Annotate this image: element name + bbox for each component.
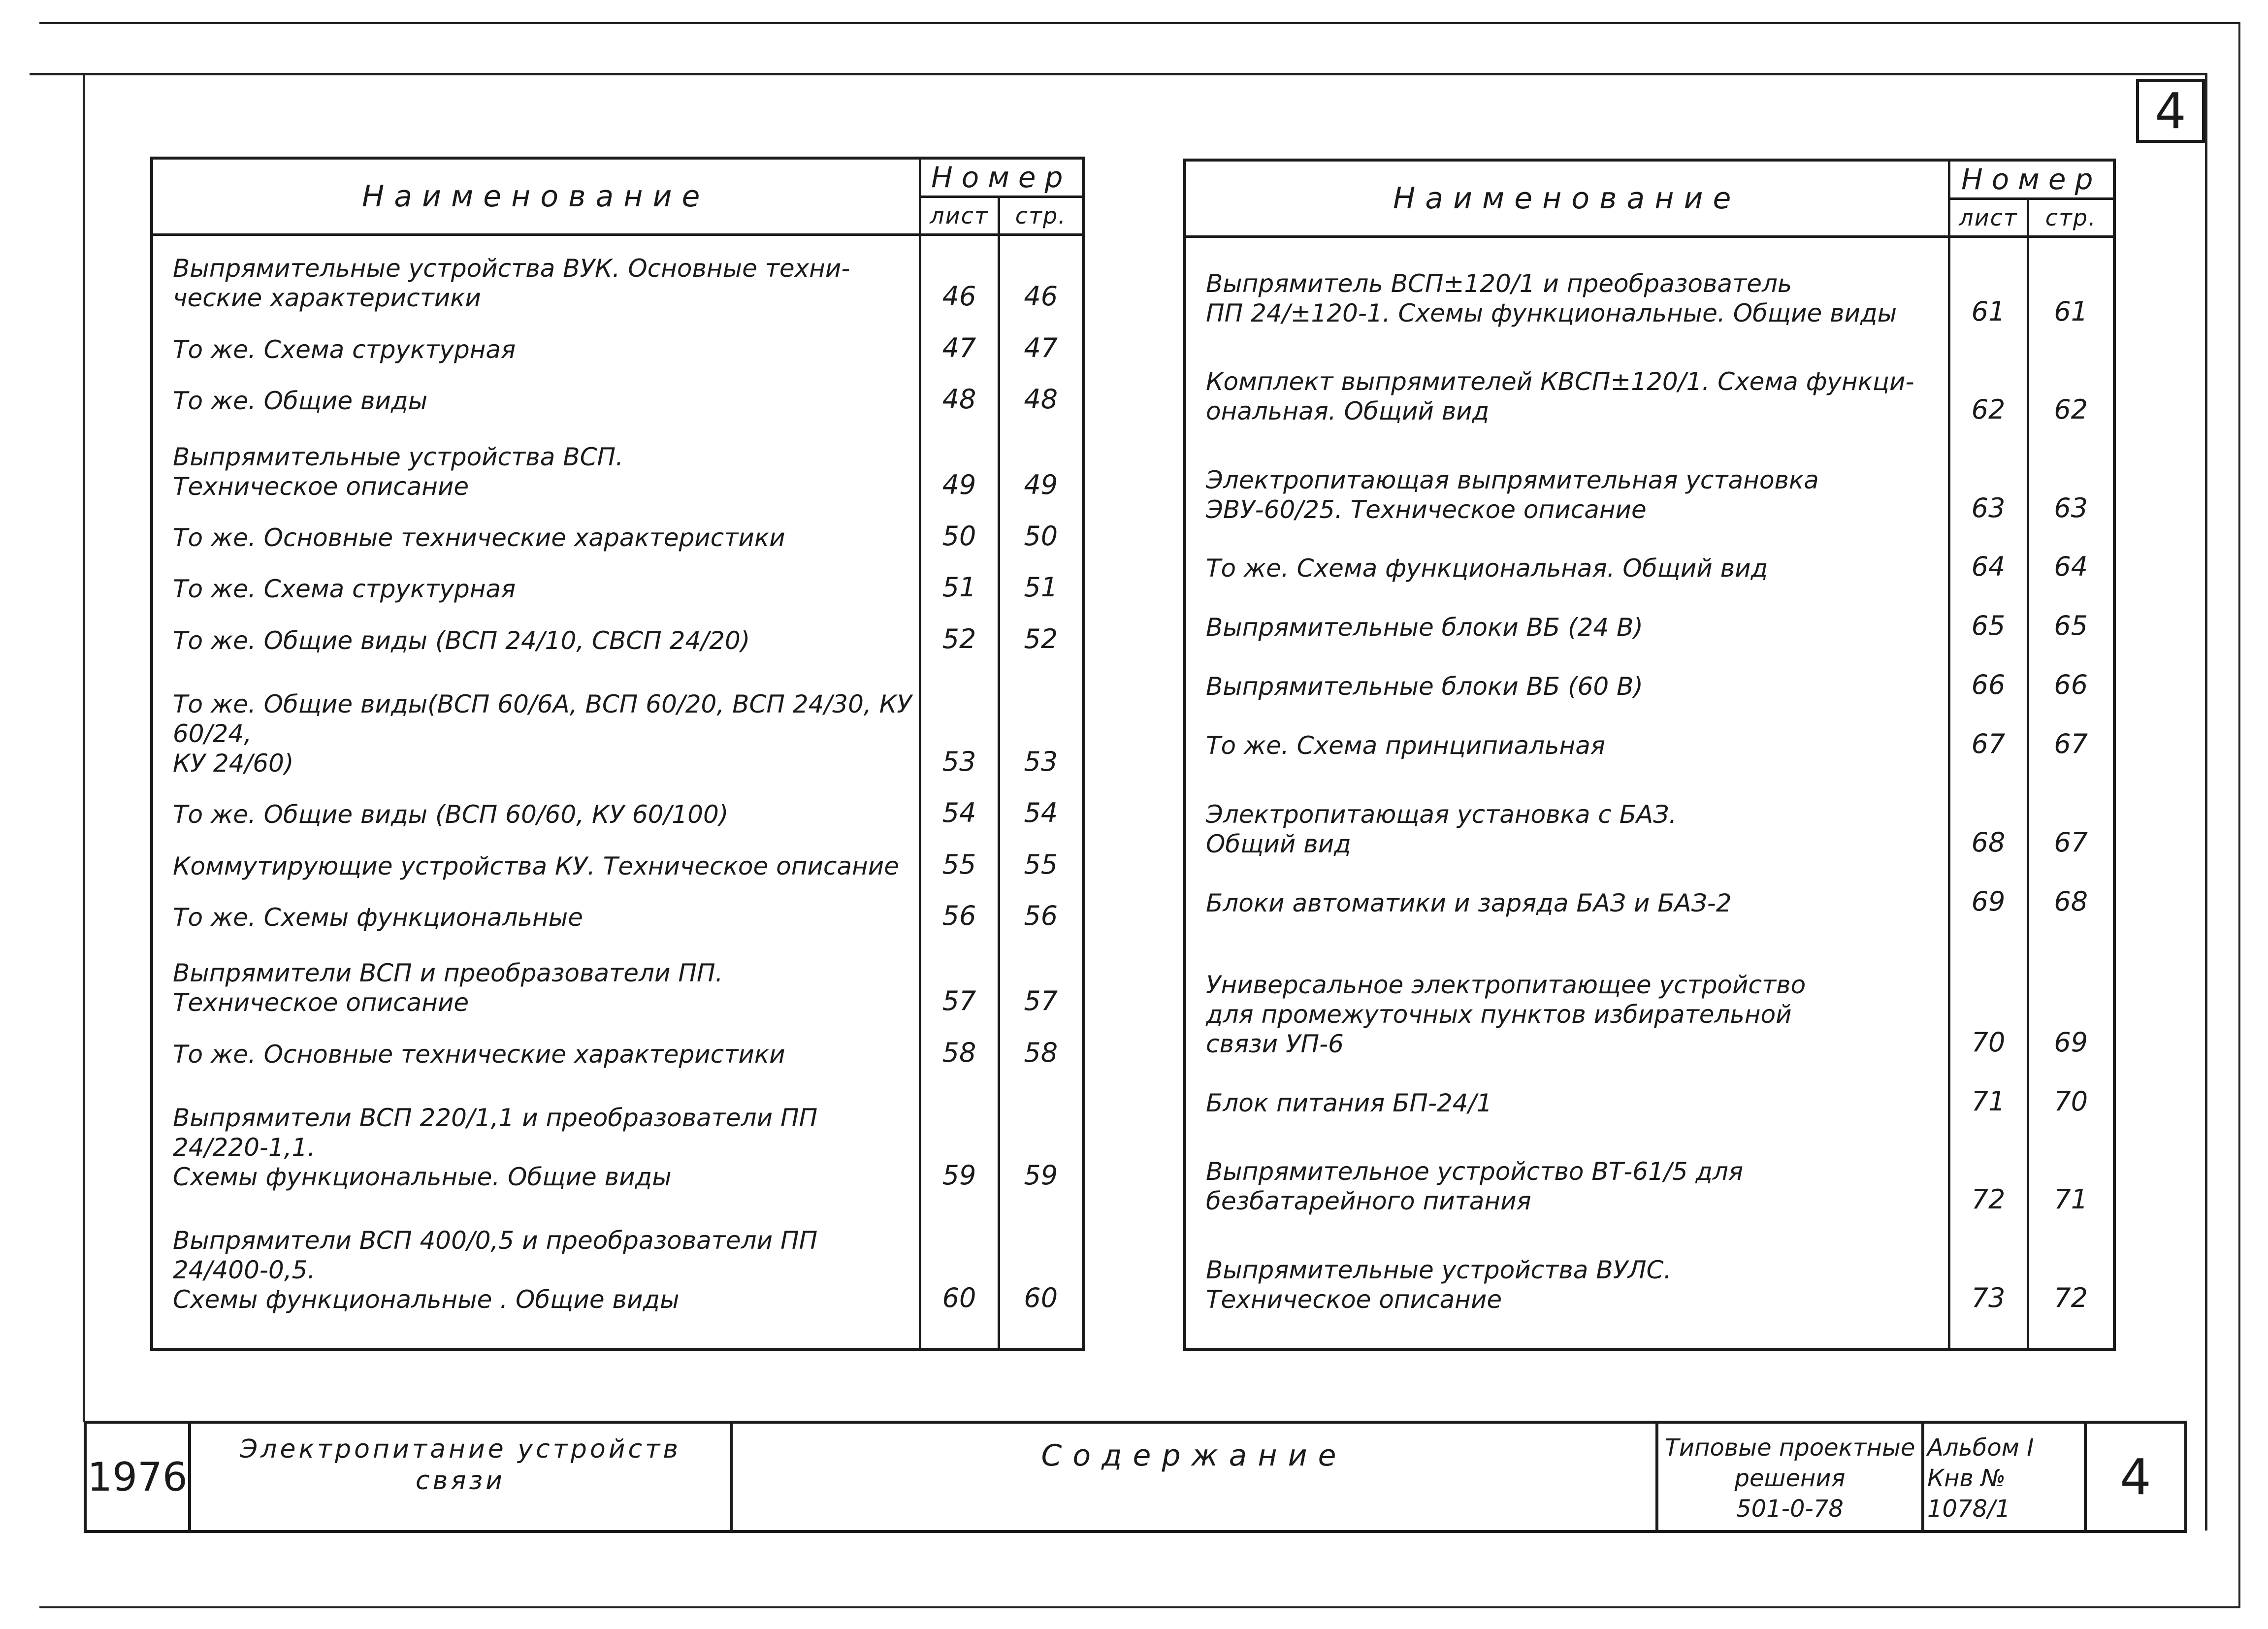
entry-sheet-number: 56 [920,890,999,941]
column-header-sheet: лист [1949,198,2028,237]
toc-table-right [1183,159,2116,1351]
entry-page-number: 65 [2028,592,2114,651]
table-row [152,787,1083,838]
year: 1976 [87,1454,188,1500]
table-row [152,941,1083,1027]
table-row [1185,710,2114,769]
entry-name: Выпрямительные блоки ВБ (60 В) [1185,651,1949,710]
series-designation: Типовые проектные решения 501-0-78 [1658,1424,1924,1530]
entry-name: Выпрямители ВСП и преобразователи ПП. Техническое описание [152,941,920,1027]
entry-page-number: 59 [999,1078,1083,1201]
entry-page-number: 46 [999,235,1083,322]
table-row [152,664,1083,787]
title-block-sheet-cell [2087,1424,2184,1530]
entry-name: Комплект выпрямителей КВСП±120/1. Схема функци- ональная. Общий вид [1185,337,1949,435]
entry-name: Выпрямители ВСП 400/0,5 и преобразователи ПП 24/400-0,5. Схемы функциональные . Общие виды [152,1201,920,1323]
entry-sheet-number: 62 [1949,337,2028,435]
entry-name: Блоки автоматики и заряда БАЗ и БАЗ-2 [1185,868,1949,927]
entry-page-number: 72 [2028,1225,2114,1323]
entry-sheet-number: 69 [1949,868,2028,927]
table-row [1185,769,2114,867]
frame-top-line [30,73,2206,75]
entry-sheet-number: 66 [1949,651,2028,710]
entry-name: То же. Схема функциональная. Общий вид [1185,533,1949,592]
entry-name: Универсальное электропитающее устройство для промежуточных пунктов избирательной связи УП-6 [1185,927,1949,1068]
entry-sheet-number: 46 [920,235,999,322]
table-row [1185,1068,2114,1127]
entry-sheet-number: 61 [1949,237,2028,337]
table-row [1185,1225,2114,1323]
entry-page-number: 67 [2028,769,2114,867]
entry-page-number: 47 [999,322,1083,373]
spacer-cell [999,1323,1083,1349]
entry-name: То же. Схема структурная [152,561,920,613]
entry-sheet-number: 52 [920,613,999,664]
entry-sheet-number: 63 [1949,435,2028,533]
entry-page-number: 71 [2028,1127,2114,1225]
entry-sheet-number: 64 [1949,533,2028,592]
system-name: Электропитание устройств связи [191,1424,733,1530]
entry-sheet-number: 54 [920,787,999,838]
spacer-cell [1185,1323,1949,1349]
table-row [1185,927,2114,1068]
table-row [152,322,1083,373]
entry-name: То же. Общие виды (ВСП 24/10, СВСП 24/20) [152,613,920,664]
entry-name: Выпрямительные устройства ВУК. Основные техни- ческие характеристики [152,235,920,322]
entry-page-number: 52 [999,613,1083,664]
entry-name: Выпрямитель ВСП±120/1 и преобразователь ПП 24/±120-1. Схемы функциональные. Общие виды [1185,237,1949,337]
spacer-cell [1949,1323,2028,1349]
entry-page-number: 68 [2028,868,2114,927]
entry-page-number: 48 [999,373,1083,424]
entry-page-number: 70 [2028,1068,2114,1127]
outer-right-line [2238,22,2240,1608]
frame-right-line [2205,73,2207,1531]
entry-sheet-number: 50 [920,510,999,561]
table-row [1185,592,2114,651]
entry-name: То же. Основные технические характеристики [152,1026,920,1077]
document-title: Содержание [733,1424,1658,1530]
entry-sheet-number: 60 [920,1201,999,1323]
entry-sheet-number: 53 [920,664,999,787]
spacer-cell [152,1323,920,1349]
table-row [152,373,1083,424]
entry-page-number: 53 [999,664,1083,787]
table-row [152,613,1083,664]
sheet-number: 4 [2155,82,2186,140]
outer-top-line [39,22,2240,24]
table-row [152,1201,1083,1323]
table-row [1185,337,2114,435]
entry-sheet-number: 58 [920,1026,999,1077]
column-header-number: Номер [920,158,1083,196]
entry-page-number: 54 [999,787,1083,838]
entry-page-number: 58 [999,1026,1083,1077]
table-row [1185,1127,2114,1225]
entry-page-number: 69 [2028,927,2114,1068]
entry-page-number: 63 [2028,435,2114,533]
sheet-number-box [2136,79,2205,143]
table-spacer-row [1185,1323,2114,1349]
entry-page-number: 56 [999,890,1083,941]
entry-name: Выпрямительное устройство ВТ-61/5 для безбатарейного питания [1185,1127,1949,1225]
column-header-sheet: лист [920,196,999,235]
entry-name: Выпрямительные устройства ВУЛС. Техническое описание [1185,1225,1949,1323]
entry-name: То же. Основные технические характеристики [152,510,920,561]
entry-page-number: 67 [2028,710,2114,769]
entry-page-number: 55 [999,838,1083,889]
table-row [152,424,1083,510]
spacer-cell [920,1323,999,1349]
table-row [1185,868,2114,927]
title-block-sheet-number: 4 [2120,1448,2151,1506]
table-row [152,890,1083,941]
outer-bottom-line [39,1606,2240,1608]
entry-page-number: 64 [2028,533,2114,592]
column-header-number: Номер [1949,160,2114,198]
entry-name: Выпрямительные блоки ВБ (24 В) [1185,592,1949,651]
entry-sheet-number: 67 [1949,710,2028,769]
entry-name: Блок питания БП-24/1 [1185,1068,1949,1127]
table-row [1185,533,2114,592]
album-info: Альбом I Кнв № 1078/1 [1924,1424,2087,1530]
title-block [84,1421,2187,1533]
entry-sheet-number: 48 [920,373,999,424]
table-row [152,838,1083,889]
entry-name: Электропитающая установка с БАЗ. Общий вид [1185,769,1949,867]
entry-name: То же. Общие виды (ВСП 60/60, КУ 60/100) [152,787,920,838]
table-row [152,235,1083,322]
entry-name: Выпрямители ВСП 220/1,1 и преобразователи ПП 24/220-1,1. Схемы функциональные. Общие виды [152,1078,920,1201]
column-header-page: стр. [2028,198,2114,237]
entry-sheet-number: 49 [920,424,999,510]
entry-name: То же. Схемы функциональные [152,890,920,941]
entry-sheet-number: 57 [920,941,999,1027]
frame-left-line [83,73,85,1422]
entry-page-number: 66 [2028,651,2114,710]
entry-sheet-number: 71 [1949,1068,2028,1127]
table-spacer-row [152,1323,1083,1349]
table-row [1185,435,2114,533]
table-row [1185,651,2114,710]
table-row [152,1026,1083,1077]
entry-sheet-number: 51 [920,561,999,613]
table-row [1185,237,2114,337]
entry-name: То же. Схема структурная [152,322,920,373]
entry-name: То же. Схема принципиальная [1185,710,1949,769]
entry-name: То же. Общие виды(ВСП 60/6А, ВСП 60/20, ВСП 24/30, КУ 60/24, КУ 24/60) [152,664,920,787]
table-row [152,510,1083,561]
entry-name: Выпрямительные устройства ВСП. Техническое описание [152,424,920,510]
entry-sheet-number: 65 [1949,592,2028,651]
column-header-name: Наименование [152,158,920,235]
entry-sheet-number: 55 [920,838,999,889]
table-row [152,1078,1083,1201]
entry-sheet-number: 73 [1949,1225,2028,1323]
column-header-page: стр. [999,196,1083,235]
entry-sheet-number: 72 [1949,1127,2028,1225]
column-header-name: Наименование [1185,160,1949,237]
spacer-cell [2028,1323,2114,1349]
entry-page-number: 57 [999,941,1083,1027]
toc-table-left [150,157,1085,1351]
entry-page-number: 60 [999,1201,1083,1323]
entry-page-number: 49 [999,424,1083,510]
year-cell [87,1424,191,1530]
entry-sheet-number: 59 [920,1078,999,1201]
entry-page-number: 62 [2028,337,2114,435]
table-row [152,561,1083,613]
entry-page-number: 61 [2028,237,2114,337]
entry-page-number: 50 [999,510,1083,561]
entry-sheet-number: 68 [1949,769,2028,867]
entry-name: Коммутирующие устройства КУ. Техническое описание [152,838,920,889]
entry-name: То же. Общие виды [152,373,920,424]
entry-name: Электропитающая выпрямительная установка ЭВУ-60/25. Техническое описание [1185,435,1949,533]
entry-sheet-number: 70 [1949,927,2028,1068]
entry-sheet-number: 47 [920,322,999,373]
entry-page-number: 51 [999,561,1083,613]
